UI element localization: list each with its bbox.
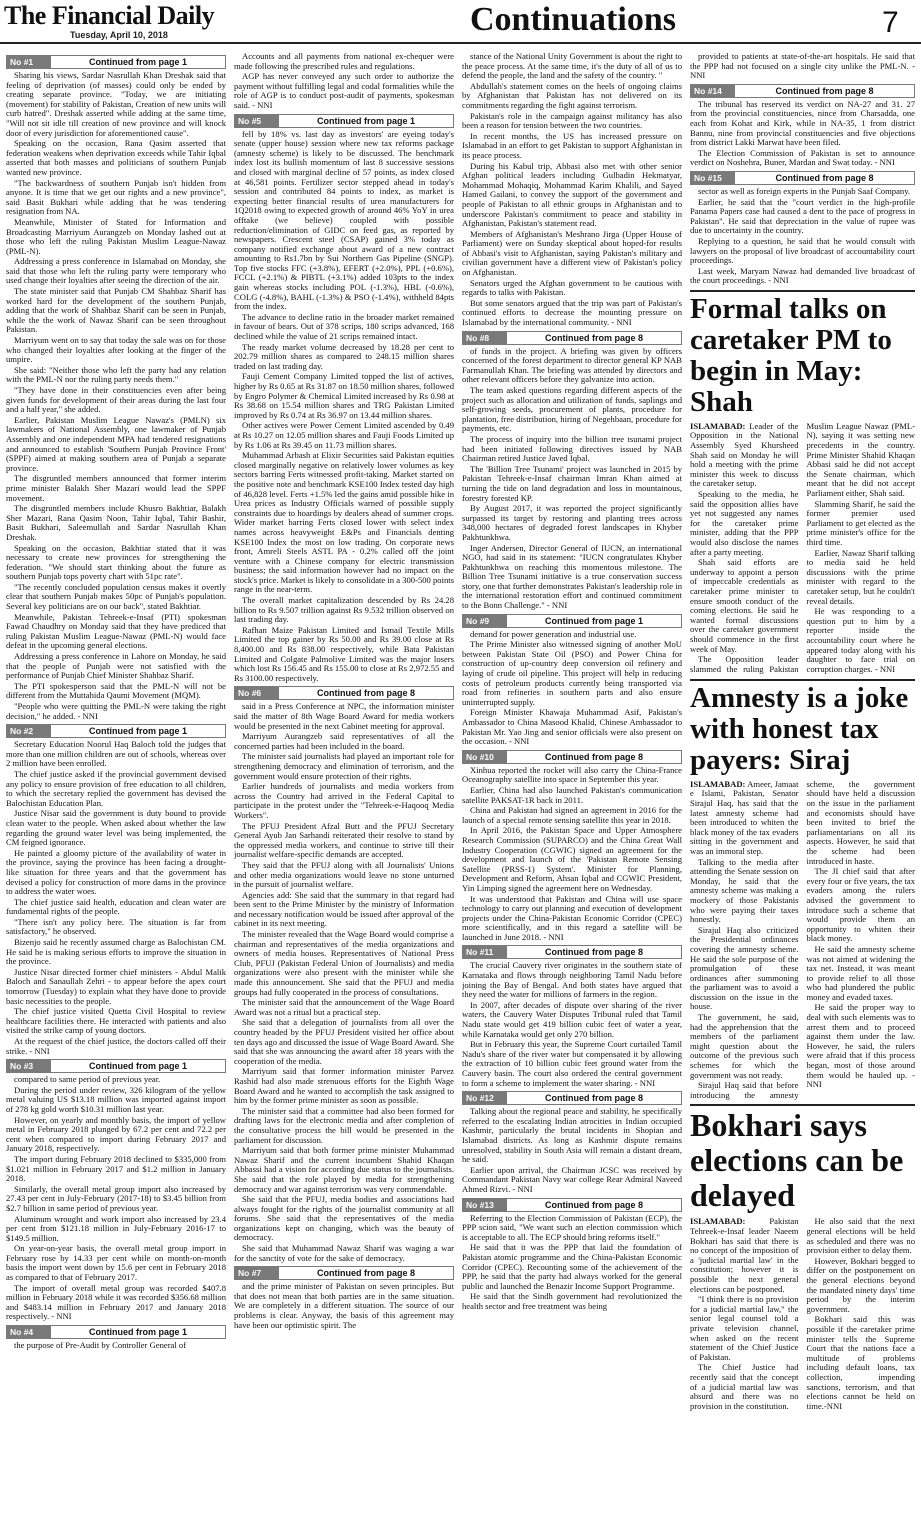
story-bokhari-elections: [690, 1104, 915, 1412]
paragraph: Earlier, he said that the "court verdict in the high-profile Panama Papers case had caused a dent to the pace of progress in Pakistan". He said that depreciation in the value of rupee was due to uncertainty in the country.: [690, 196, 915, 236]
continuation-label: Continued from page 1: [50, 1059, 226, 1073]
paragraph: Abdullah's statement comes on the heels of ongoing claims by Afghanistan that Pakistan has not delivered on its commitments regarding the fight against terrorism.: [462, 80, 682, 110]
paragraph: "The recently concluded population census makes it overtly clear that southern Punjab makes 50pc of Punjab's population. Several key politicians are on our back", stated Bakhtiar.: [6, 581, 226, 612]
paragraph: Sirajul Haq also criticized the Presidential ordinances covering the amnesty scheme. He said the sole purpose of the promulgation of these ordinances after summoning the parliament was to avoid a discussion on the issue in the house.: [690, 924, 799, 1012]
article-body-lead: [462, 52, 682, 328]
paragraph: AGP has never conveyed any such order to authorize the payment without fulfilling legal and codal formalities while the role of AGP is to conduct post-audit of payments, spokesman said. - NNI: [234, 71, 454, 110]
paragraph: Replying to a question, he said that he would consult with lawyers on the proposal of live broadcast of accountability court proceedings.: [690, 235, 915, 266]
paragraph: He also said that the next general elections will be held as scheduled and there was no provision either to delay them.: [806, 1216, 915, 1256]
continuation-label: Continued from page 8: [506, 1091, 682, 1105]
dateline: ISLAMABAD:: [690, 1216, 746, 1227]
paragraph: The 'Billion Tree Tsunami' project was launched in 2015 by Pakistan Tehreek-e-Insaf chairman Imran Khan aimed at turning the tide on land degradation and loss in mountainous, forestry forested KP.: [462, 463, 682, 503]
paragraph: Accounts and all payments from national ex-chequer were made following the prescribed rules and regulations.: [234, 52, 454, 71]
article-body-6: [234, 702, 454, 1263]
article-body-3: [6, 1075, 226, 1322]
paragraph: The state minister said that Punjab CM Shahbaz Sharif has worked hard for the development of the southern Punjab, adding that the work of Shahbaz Sharif can be seen in Punjab, while the the work of Nawaz Sharif can be seen throughout Pakistan.: [6, 286, 226, 335]
story-body: [690, 780, 915, 1101]
continuation-number: No #10: [462, 750, 506, 764]
paragraph: On year-on-year basis, the overall metal group import in February rose by 14.33 per cent while on month-on-month basis the import went down by 15.6 per cent in February 2018 as compared to that of February 2017.: [6, 1243, 226, 1283]
paragraph: The Opposition leader slammed the ruling Pakistan Muslim League Nawaz (PML-N), saying it was setting new precedents in the country. Prime Minister Shahid Khaqan Abbasi said he did not accept the Senate chairman, which meant that he did not accept Parliament either, Shah said.: [690, 420, 915, 674]
paragraph: She said that Muhammad Nawaz Sharif was waging a war for the sanctity of vote for the sake of democracy.: [234, 1243, 454, 1263]
continuation-number: No #2: [6, 724, 50, 738]
continuation-header-9: [462, 614, 682, 628]
paragraph: The import of overall metal group was recorded $407.8 million in February 2018 while it was recorded $356.68 million and $483.14 million in February 2017 and January 2018 respectively. - NNI: [6, 1282, 226, 1322]
paragraph: Justice Nisar said the government is duty bound to provide clean water to the people. When asked about whether the law regarding the ground water level was being implemented, the CM feigned ignorance.: [6, 808, 226, 848]
paragraph: Talking about the regional peace and stability, he specifically referred to the escalating Indian atrocities in Indian occupied Kashmir, particularly the brutal incidents in Shopian and Islamabad districts. As long as Kashmir dispute remains unresolved, stability in South Asia will remain a distant dream, he said.: [462, 1106, 682, 1165]
article-body-1: [6, 71, 226, 721]
continuation-number: No #12: [462, 1091, 506, 1105]
paragraph: The Chief Justice had recently said that the concept of a judicial martial law was absurd and there was no provision in the constitution.: [690, 1362, 799, 1411]
continuation-number: No #6: [234, 686, 278, 700]
paragraph: But some senators argued that the trip was part of Pakistan's continued efforts to decrease the mounting pressure on Islamabad by the international community. - NNI: [462, 297, 682, 328]
continuation-label: Continued from page 1: [50, 1325, 226, 1339]
story-headline: Formal talks on caretaker PM to begin in May: Shah: [690, 292, 892, 418]
paragraph: Marriyum Aurangzeb said representatives of all the concerned parties had been included in the board.: [234, 731, 454, 751]
paragraph: Pakistan's role in the campaign against militancy has also been a reason for tension between the two countries.: [462, 110, 682, 131]
paragraph-text: Pakistan Tehreek-e-Insaf leader Naeem Bokhari has said that there is no concept of the imposition of a 'judicial martial law' in the constitution; however it is possible the next general elections can be postponed.: [690, 1216, 799, 1294]
paragraph-text: Leader of the Opposition in the National Assembly Syed Khursheed Shah said on Monday he will hold a meeting with the prime minister this week to discuss the caretaker setup.: [690, 420, 799, 489]
paragraph: Similarly, the overall metal group import also increased by 27.43 per cent in July-February (2017-18) to $3.45 billion from $2.7 billion in same period of previous year.: [6, 1183, 226, 1213]
paragraph: The import during February 2018 declined to $335,000 from $1.021 million in February 2017 and $1.2 million in January 2018.: [6, 1153, 226, 1184]
paragraph: She said that a delegation of journalists from all over the country headed by the PFUJ President visited her office about ten days ago and discussed the issue of Wage Board Award. She said that she was announcing the award after 18 years with the cooperation of the media.: [234, 1017, 454, 1066]
continuation-label: Continued from page 1: [50, 55, 226, 69]
paragraph: He said that the Sindh government had revolutionized the health sector and free treatment was being: [462, 1291, 682, 1311]
paragraph: The minister said that the announcement of the Wage Board Award was not a ritual but a practical step.: [234, 997, 454, 1017]
continuation-header-8: [462, 331, 682, 345]
paragraph: During the period under review, 326 kilogram of the yellow metal valuing US $13.18 million was imported against import of 278 kg gold worth $10.31 million last year.: [6, 1084, 226, 1114]
article-body-12: [462, 1107, 682, 1194]
continuation-label: Continued from page 8: [734, 171, 915, 185]
paragraph: Other actives were Power Cement Limited ascended by 0.49 at Rs 10.27 on 12.05 million shares and Fauji Foods Limited up by Rs 1.06 at Rs 39.45 on 11.73 million shares.: [234, 420, 454, 450]
paragraph: Slamming Sharif, he said the former premier used Parliament to get elected as the prime minister's office for the third time.: [806, 498, 915, 547]
continuation-header-14: [690, 84, 915, 98]
paragraph-text: Ameer, Jamaat e Islami, Pakistan, Senator Sirajul Haq, has said that the latest amnesty scheme had been introduced to whiten the black money of the tax evaders sitting in the government and was an immoral step.: [690, 778, 799, 856]
paragraph: Sirajul Haq said that before introducing the amnesty scheme, the government should have held a discussion on the issue in the parliament and economists should have been invited to brief the parliamentarians on all its aspects. However, he said that the scheme had been introduced in haste.: [690, 778, 915, 1100]
paragraph: She said: "Neither those who left the party had any relation with the PML-N nor the ruling party needs them.": [6, 364, 226, 385]
paragraph: At the request of the chief justice, the doctors called off their strike. - NNI: [6, 1036, 226, 1056]
paragraph: The tribunal has reserved its verdict on NA-27 and 31. 27 from the provincial constituencies, nince from Charsadda, one each from Kohat and Kirk, while in NA-35, 1 from district Bannu, nine from provincial constituencies and five objections from district Lakki Marwat have been filed.: [690, 98, 915, 148]
column-3: [462, 52, 682, 1527]
continuation-label: Continued from page 8: [278, 686, 454, 700]
continuation-label: Continued from page 8: [734, 84, 915, 98]
continuation-label: Continued from page 8: [506, 331, 682, 345]
continuation-number: No #5: [234, 114, 278, 128]
continuation-number: No #9: [462, 614, 506, 628]
paragraph: of funds in the project. A briefing was given by officers concerned of the forest department to director general KP NAB Farmanullah Khan. The briefing was attended by directors and other relevant officers before they galvanize into action.: [462, 345, 682, 385]
paragraph: Last week, Maryam Nawaz had demanded live broadcast of the court proceedings. - NNI: [690, 265, 915, 286]
paragraph: Addressing a press conference in Islamabad on Monday, she said that those who left the ruling party were temporary who used change their loyalties after seeing the direction of the air.: [6, 256, 226, 286]
paragraph: It was understood that Pakistan and China will use space technology to carry out planning and execution of development projects under the China-Pakistan Economic Corridor (CPEC) more scientifically, and in this regard a satellite will be launched in June 2018. - NNI: [462, 893, 682, 942]
article-body-9: [462, 630, 682, 747]
paragraph: "People who were quitting the PML-N were taking the right decision," he added. - NNI: [6, 701, 226, 721]
paragraph: The disgruntled members include Khusro Bakhtiar, Balakh Sher Mazari, Rana Qasim Noon, Tahir Iqbal, Tahir Bashir, Basit Bukhari, Saleemullah and Sardar Nasrullah Khan Dreshak.: [6, 503, 226, 542]
paragraph: He was responding to a question put to him by a reporter inside the accountability court where he appeared today along with his daughter to face trial on corruption charges. - NNI: [806, 606, 915, 674]
article-body-7: [234, 1282, 454, 1330]
paragraph: He said that it was the PPP that laid the foundation of Pakistan atomic programme and the China-Pakistan Economic Corridor (CPEC). Recounting some of the achievement of the PPP, he said that the party had always worked for the general public and launched the Benazir Income Support Programme.: [462, 1242, 682, 1291]
paragraph: Secretary Education Noorul Haq Baloch told the judges that more than one million children are out of schools, whereas over 2 million have been enrolled.: [6, 739, 226, 769]
continuation-header-2: [6, 724, 226, 738]
continuation-number: No #15: [690, 171, 734, 185]
article-body-lead: [690, 52, 915, 81]
paragraph: She said that the PFUJ, media bodies and associations had always fought for the rights of the journalist community at all forums. She said that the representatives of the media organizations kept on changing, which was the beauty of democracy.: [234, 1194, 454, 1243]
paragraph: The disgruntled members announced that former interim prime minister Balakh Sher Mazari would lead the SPPF movement.: [6, 473, 226, 503]
paragraph: sector as well as foreign experts in the Punjab Saaf Company.: [698, 185, 911, 196]
newspaper-name: The Financial Daily: [4, 1, 215, 30]
paragraph: The chief justice asked if the provincial government devised any policy to ensure provision of free education to all children, to which the secretary replied the government has devised the Balochistan Education Plan.: [6, 768, 226, 808]
story-body: [690, 1217, 915, 1412]
paragraph: Muhammad Arbash at Elixir Securities said Pakistan equities closed marginally negative on relatively lower volumes as key sectors barring Ferts witnessed profit-taking. Market started on the positive note and benchmark KSE100 Index tested day high of 46,828 level. Ferts +1.5% led the gains amid possible hike in Urea prices as Industry Officials warned of possible supply constraints due to hoardings by dealers ahead of summer crops. Wider market barring Ferts closed lower with select index names across heavyweight E&Ps and Financials denting KSE100 Index the most on low trading. On corporate news front, Amreli Steels ASTL PA - 0.2% called off the joint venture with a Chinese company for electric transmission business; the said information however had no impact on the stock's price. Market is likely to consolidate in a 300-500 points range in the near-term.: [234, 450, 454, 595]
article-body-13: [462, 1214, 682, 1312]
paragraph: The minister said that a committee had also been formed for drafting laws for the electronic media and after completion of the consultative process the bill would be presented in the parliament for discussion.: [234, 1105, 454, 1145]
paragraph: He said the proper way to deal with such elements was to arrest them and to proceed against them under the law. However, he said, the rulers were afraid that if this process began, most of those around them would be hauled up. - NNI: [806, 1002, 915, 1090]
paragraph: [690, 780, 799, 857]
article-body-4: [6, 1341, 226, 1351]
paragraph: Bokhari said this was possible if the caretaker prime minister tells the Supreme Court that the nations face a multitude of problems including default loans, tax collection, impending sanctions, terrorism, and that elections cannot be held on time.-NNI: [806, 1314, 915, 1411]
paragraph: Marriyum went on to say that today the sale was on for those who changed their loyalties after looking at the finger of the umpire.: [6, 335, 226, 365]
continuation-header-12: [462, 1091, 682, 1105]
continuation-number: No #3: [6, 1059, 50, 1073]
paragraph: and the prime minister of Pakistan on seven principles. But that does not mean that both parties are in the same situation. We are completely in a different situation. The source of our problems is clear. Anyway, the basis of this agreement may have been our optimistic spirit. The: [234, 1281, 454, 1330]
article-body-11: [462, 961, 682, 1088]
paragraph: said in a Press Conference at NPC, the information minister said the matter of 8th Wage Board Award for media workers would be presented in the next Cabinet meeting for approval.: [234, 701, 454, 731]
continuation-number: No #4: [6, 1325, 50, 1339]
paragraph: Senators urged the Afghan government to be cautious with regards to talks with Pakistan.: [462, 277, 682, 298]
paragraph: compared to same period of previous year.: [14, 1074, 161, 1085]
paragraph: Marriyum said that both former prime minister Muhammad Nawaz Sharif and the current incumbent Shahid Khaqan Abbassi had a vision for according due status to the journalists. She said that the role played by media for strengthening democracy and war against terrorism was very commendable.: [234, 1145, 454, 1194]
paragraph: Bizenjo said he recently assumed charge as Balochistan CM. He said he is making serious efforts to improve the situation in the province.: [6, 937, 226, 967]
paragraph: The government, he said, had the apprehension that the members of the parliament might question about the outcome of the previous such schemes for which the government was not ready.: [690, 1012, 799, 1080]
continuation-label: Continued from page 8: [506, 945, 682, 959]
paragraph: Referring to the Election Commission of Pakistan (ECP), the PPP scion said, "We want such an election commission which is acceptable to all. The ECP should bring reforms itself.": [462, 1212, 682, 1242]
paragraph: Meanwhile, Minister of Stated for Information and Broadcasting Marriyum Aurangzeb on Monday lashed out at those who left the ruling Pakistan Muslim League-Nawaz (PML-N).: [6, 216, 226, 256]
story-amnesty-siraj: [690, 679, 915, 1101]
paragraph: Earlier, Pakistan Muslim League Nawaz's (PMLN) six lawmakers of National Assembly, one lawmaker of Punjab Assembly and one independent MPA had tendered resignations and announced to establish 'Southern Punjab Province Front' (SPPF) aimed at making southern area of Punjab a separate province.: [6, 414, 226, 473]
paragraph: Rafhan Maize Pakistan Limited and Ismail Textile Mills Limited the top gainer by Rs 50.00 and Rs 39.00 close at Rs 8,400.00 and Rs 838.00 respectively, while Bata Pakistan Limited and Colgate Palmolive Limited was the major losers which lost Rs 156.45 and Rs 155.00 to close at Rs 2,972.55 and Rs 3100.00 respectively.: [234, 624, 454, 683]
article-body-10: [462, 766, 682, 943]
paragraph: But in February this year, the Supreme Court curtailed Tamil Nadu's share of the river water but compensated it by allowing the extraction of 10 billion cubic feet ground water from the Cauvery basin. The court also ordered the central government to form a scheme to implement the water sharing. - NNI: [462, 1039, 682, 1088]
paragraph: The JI chief said that after every four or five years, the tax evaders among the rulers advised the government to introduce such a scheme that would provide them an opportunity to whiten their black money.: [806, 866, 915, 944]
dateline: ISLAMABAD:: [690, 420, 746, 431]
continuation-header-1: [6, 55, 226, 69]
paragraph: [690, 422, 799, 489]
article-body-14: [690, 100, 915, 168]
section-title: Continuations: [470, 1, 676, 38]
paragraph: "I think there is no provision for a judicial martial law," the senior legal counsel told a private television channel, when asked on the recent statement of the Chief Justice of Pakistan.: [690, 1294, 799, 1362]
page-number: 7: [882, 6, 899, 39]
paragraph: During his Kabul trip, Abbasi also met with other senior Afghan political leaders including Gulbadin Hekmatyar, Mohammad Mohaqiq, Mohammad Karim Khalili, and Sayed Hamed Gailani, to convey the support of the government and people of Pakistan to all ethnic groups in Afghanistan and to underscore Pakistan's commitment to peace and stability in Afghanistan, Pakistan's statement read.: [462, 160, 682, 229]
continuation-label: Continued from page 1: [50, 724, 226, 738]
article-body-15: [690, 187, 915, 286]
paragraph: Members of Afghanistan's Meshrano Jirga (Upper House of Parliament) were on Sunday skeptical about hoped-for results of Abbasi's visit to Afghanistan, saying Pakistan's military and civilian government have a different view of Pakistan's policy on Afghanistan.: [462, 228, 682, 278]
paragraph: The advance to decline ratio in the broader market remained in favour of bears. Out of 378 scrips, 180 scrips advanced, 168 declined while the value of 21 scrips remained intact.: [234, 311, 454, 342]
paragraph: Speaking to the media, he said the opposition allies have yet not suggested any names for the caretaker prime minister, adding that the PPP would also disclose the names after a party meeting.: [690, 489, 799, 557]
paragraph: Justice Nisar directed former chief ministers - Abdul Malik Baloch and Sanaullah Zehri - to appear before the apex court tomorrow (Tuesday) to explain what they have done to provide basic necessities to the people.: [6, 966, 226, 1006]
issue-date: Tuesday, April 10, 2018: [70, 30, 168, 40]
paragraph: The PFUJ President Afzal Butt and the PFUJ Secretary General Ayub Jan Sarhandi reiterated their resolve to stand by the oppressed media workers, and continue to strive till their journalist welfare-specific demands are accepted.: [234, 820, 454, 860]
paragraph: They said that the PFUJ along with all Journalists' Unions and other media organizations would leave no stone unturned in the pursuit of journalist welfare.: [234, 859, 454, 890]
article-body-lead: [234, 52, 454, 111]
paragraph: Sharing his views, Sardar Nasrullah Khan Dreshak said that feeling of deprivation (of masses) could only be ended by creating separate province. "Today, we are initiating (movement) for stability of Pakistan, Creation of new units will curb hatred". Dreshak asserted while adding at the same time, "Will not sit idle till creation of new province and will knock door of every jurisdiction for aforementioned cause".: [6, 70, 226, 138]
paragraph: Earlier, China had also launched Pakistan's communication satellite PAKSAT-1R back in 2011.: [462, 784, 682, 805]
column-1: [6, 52, 226, 1527]
paragraph: In April 2016, the Pakistan Space and Upper Atmosphere Research Commission (SUPARCO) and the China Great Wall Industry Cooperation (CGWIC) signed an agreement for the development and launch of the 'Pakistan Remote Sensing Satellite (PRSS-1) System'. Minister for Planning, Development and Reform, Ahsan Iqbal and CGWIC President, Yin Limping signed the agreement here on Wednesday.: [462, 825, 682, 893]
continuation-header-5: [234, 114, 454, 128]
continuation-header-7: [234, 1266, 454, 1280]
paragraph: [690, 1217, 799, 1294]
story-headline: Bokhari says elections can be delayed: [690, 1107, 904, 1214]
continuation-label: Continued from page 8: [506, 1198, 682, 1212]
paragraph: Talking to the media after attending the Senate session on Monday, he said that the amnesty scheme was making a mockery of those Pakistanis who were paying their taxes honestly.: [690, 856, 799, 925]
paragraph: Shah said efforts are underway to appoint a person of impeccable credentials as caretaker prime minister to ensure smooth conduct of the coming elections. He said he wanted formal discussions over the caretaker government should commence in the first week of May.: [690, 557, 799, 654]
paragraph: Aluminum wrought and work import also increased by 23.4 per cent from $121.18 million in July-February 2016-17 to $149.5 million.: [6, 1213, 226, 1243]
paragraph: demand for power generation and industrial use.: [470, 628, 637, 639]
paragraph: Agencies add: She said that the summary in that regard had been sent to the Prime Minister by the ministry of Information and necessary notification would be issued after approval of the cabinet in its next meeting.: [234, 889, 454, 929]
paragraph: The crucial Cauvery river originates in the southern state of Karnataka and flows through neighboring Tamil Nadu before joining the Bay of Bengal. And both states have argued that they need the water for millions of farmers in the region.: [462, 960, 682, 1000]
paragraph: "They have done in their constituencies even after being given funds for development of their areas during the last four and a half year," she added.: [6, 385, 226, 415]
paragraph: The overall market capitalization descended by Rs 24.28 billion to Rs 9.507 trillion against Rs 9.532 trillion observed on last trading day.: [234, 595, 454, 625]
paragraph: He said the amnesty scheme was not aimed at widening the tax net. Instead, it was meant to provide relief to all those who had plundered the public money and evaded taxes.: [806, 943, 915, 1002]
column-4: [690, 52, 915, 1527]
paragraph: stance of the National Unity Government is about the right to the peace process. At the same time, it's the duty of all of us to defend the people, the land and the safety of the country. ": [462, 52, 682, 81]
continuation-number: No #1: [6, 55, 50, 69]
story-caretaker-pm: [690, 290, 915, 675]
paragraph: The minister said journalists had played an important role for strengthening democracy and elimination of terrorism, and the government would ensure protection of their rights.: [234, 751, 454, 781]
paragraph: Xinhua reported the rocket will also carry the China-France Oceanography satellite into space in September this year.: [462, 764, 682, 785]
article-body-8: [462, 347, 682, 611]
paragraph: Foreign Minister Khawaja Muhammad Asif, Pakistan's Ambassador to China Masood Khalid, Chinese Ambassador to Pakistan Mr. Yao Jing and senior officials were also present on the occasion. - NNI: [462, 707, 682, 747]
continuation-header-4: [6, 1325, 226, 1339]
paragraph: "There isn't any policy here. The situation is far from satisfactory," he observed.: [6, 916, 226, 937]
paragraph: The chief justice said health, education and clean water are fundamental rights of the people.: [6, 896, 226, 917]
paragraph: By August 2017, it was reported the project significantly surpassed its target by restoring and planting trees across 348,000 hectares of degraded forest landscapes in Khyber Pakhtunkhwa.: [462, 503, 682, 542]
continuation-header-6: [234, 686, 454, 700]
paragraph: The process of inquiry into the billion tree tsunami project had been initiated following directives issued by NAB Chairman retired Justice Javed Iqbal.: [462, 433, 682, 464]
paragraph: Fauji Cement Company Limited topped the list of actives, higher by Rs 0.65 at Rs 31.87 on 18.50 million shares, followed by Engro Polymer & Chemical Limited increased by Rs 0.98 at Rs 38.68 on 15.54 million shares and TRG Pakistan Limited improved by Rs 0.74 at Rs 36.97 on 13.44 million shares.: [234, 371, 454, 420]
dateline: ISLAMABAD:: [690, 778, 746, 789]
continuation-label: Continued from page 1: [506, 614, 682, 628]
paragraph: The minister revealed that the Wage Board would comprise a chairman and representatives of the media organizations and owners of media houses. Representatives of National Press Club, PFUJ (Pakistan Federal Union of Journalists) and media organizations were also present with the minister while she made this announcement. She said that the PFUJ and media groups had fully cooperated in the process of consultations.: [234, 929, 454, 997]
paragraph: Addressing a press conference in Lahore on Monday, he said that the people of Punjab were not satisfied with the performance of Punjab Chief Minister Shahbaz Sharif.: [6, 651, 226, 681]
paragraph: Meanwhile, Pakistan Tehreek-e-Insaf (PTI) spokesman Fawad Chaudhry on Monday said that they have prediced that ruling Pakistan Muslim League-Nawaz (PML-N) would face defeat in the upcoming general elections.: [6, 611, 226, 651]
paragraph: The team asked questions regarding different aspects of the project such as allocation and utilization of funds, saplings and self-growing seeds, procurement of plants, procedure for plantation, free distribution, hiring of Negehbaan, procedure for payments, etc.: [462, 385, 682, 434]
paragraph: The Prime Minister also witnessed signing of another MoU between Pakistan State Oil (PSO) and Power China for construction of up-country deep conversion oil refinery and laying of crude oil pipeline. This project will help in reducing costs of petroleum products currently being transported via road from refineries in southern parts and also ensure uninterrupted supply.: [462, 639, 682, 707]
paragraph: Earlier upon arrival, the Chairman JCSC was received by Commandant Pakistan Navy war college Rear Admiral Naveed Ahmed Rizvi. - NNI: [462, 1164, 682, 1194]
paragraph: Speaking on the occasion, Rana Qasim asserted that federation weakens when deprivation exceeds while Tahir Iqbal asserted that both masses and politicians of southern Punjab wanted new province.: [6, 138, 226, 177]
continuation-header-3: [6, 1059, 226, 1073]
story-headline: Amnesty is a joke with honest tax payers: Siraj: [690, 681, 909, 776]
paragraph: However, Bokhari begged to differ on the postponement on the general elections beyond the mandated ninety days' time period by the interim government.: [806, 1255, 915, 1314]
masthead: [0, 0, 921, 44]
continuation-label: Continued from page 8: [278, 1266, 454, 1280]
continuation-header-13: [462, 1198, 682, 1212]
paragraph: Earlier hundreds of journalists and media workers from across the Country had arrived in the Federal Capital to participate in the protest under the "Tehreek-e-Haqooq Media Workers".: [234, 781, 454, 820]
continuation-number: No #8: [462, 331, 506, 345]
paragraph: The chief justice visited Quetta Civil Hospital to review healthcare facilities there. He interacted with patients and also visited the strike camp of young doctors.: [6, 1006, 226, 1036]
paragraph: China and Pakistan had signed an agreement in 2016 for the launch of a special remote sensing satellite this year in 2018.: [462, 805, 682, 825]
continuation-label: Continued from page 1: [278, 114, 454, 128]
paragraph: provided to patients at state-of-the-art hospitals. He said that the PPP had not focused on a single city unlike the PML-N. - NNI: [690, 52, 915, 81]
paragraph: "The backwardness of southern Punjab isn't hidden from anyone. It is time that we get our rights and a new province", said Basit Bukhari while adding that he was tendering resignation from NA.: [6, 177, 226, 217]
paragraph: Earlier, Nawaz Sharif talking to media said he held discussions with the prime minister with regard to the caretaker setup, but he couldn't reveal details.: [806, 547, 915, 606]
continuation-header-11: [462, 945, 682, 959]
article-body-2: [6, 740, 226, 1056]
article-body-5: [234, 130, 454, 684]
paragraph: He painted a gloomy picture of the availability of water in the province, saying the province has been facing a drought-like situation for three years and that the government has devised a policy for construction of more dams in the province to address the water woes.: [6, 847, 226, 897]
paragraph: In recent months, the US has increased pressure on Islamabad in an effort to get Pakistan to support Afghanistan in its peace process.: [462, 130, 682, 160]
paragraph: However, on yearly and monthly basis, the import of yellow metal in February 2018 plunged by 67.2 per cent and 72.2 per cent when compared to import during February 2017 and January 2018, respectively.: [6, 1114, 226, 1154]
column-2: [234, 52, 454, 1527]
continuation-number: No #13: [462, 1198, 506, 1212]
continuation-header-10: [462, 750, 682, 764]
continuation-number: No #11: [462, 945, 506, 959]
continuation-number: No #7: [234, 1266, 278, 1280]
paragraph: Inger Andersen, Director General of IUCN, an international NGO, had said in its statement: "IUCN congratulates Khyber Pakhtunkhwa on reaching this momentous milestone. The Billion Tree Tsunami initiative is a true conservation success story, one that further demonstrates Pakistan's leadership role in the international restoration effort and continued commitment to the Bonn Challenge." - NNI: [462, 542, 682, 611]
story-body: [690, 422, 915, 675]
continuation-label: Continued from page 8: [506, 750, 682, 764]
paragraph: In 2007, after decades of dispute over sharing of the river waters, the Cauvery Water Disputes Tribunal ruled that Tamil Nadu state would get 419 billion cubic feet of water a year, while Karnataka would get only 270 billion.: [462, 999, 682, 1039]
paragraph: Speaking on the occasion, Bakhtiar stated that it was necessary to create new provinces for strengthening the federation. "We should start thinking about the future as southern Punjab tops poverty chart with 51pc rate".: [6, 542, 226, 582]
paragraph: The Election Commission of Pakistan is set to announce verdict on Noshehra, Buner, Mardan and Swat today. - NNI: [690, 147, 915, 168]
paragraph: the purpose of Pre-Audit by Controller General of: [14, 1340, 187, 1351]
continuation-header-15: [690, 171, 915, 185]
paragraph: fell by 18% vs. last day as investors' are eyeing today's senate (upper house) session where new tax reforms package (amnesty scheme) is likely to be discussed. The benchmark index lost its bullish momentum of last 8 successive sessions and closed with marginal decline of 57 points, as index closed at 46,581 points. Fertilizer sector stepped ahead in today's session and contributed 84 points to index, as market is expecting better financial results of urea manufacturers for 1Q2018 owing to expected growth of around 46% YoY in urea offtake (we believe) coupled with possible reduction/elimination of GIDC on feed gas, as reported by newspapers. Crescent steel (CSAP) gained 3% today as company notified exchange about award of a new contract amounting to Rs1.7bn by Sui Northern Gas Pipeline (SNGP). Top five stocks FFC (+3.8%), EFERT (+2.0%), PPL (+0.6%), FCCL (+2.1%) & PIBTL (+3.1%) added 103pts to the index gain whereas stocks including POL (-1.3%), HBL (-0.6%), COLG (-4.8%), BAHL (-1.3%) & PSO (-1.4%), withheld 84pts from the index.: [234, 128, 454, 312]
paragraph: The PTI spokesperson said that the PML-N will not be different from the Muttahida Qaumi Movement (MQM).: [6, 680, 226, 701]
paragraph: Marriyum said that former information minister Parvez Rashid had also made strenuous efforts for the Eighth Wage Board Award and he wanted to accomplish the task assigned to him by the former prime minister as soon as possible.: [234, 1066, 454, 1106]
paragraph: The ready market volume decreased by 18.28 per cent to 202.79 million shares as compared to 248.15 million shares traded on last trading day.: [234, 341, 454, 371]
continuation-number: No #14: [690, 84, 734, 98]
